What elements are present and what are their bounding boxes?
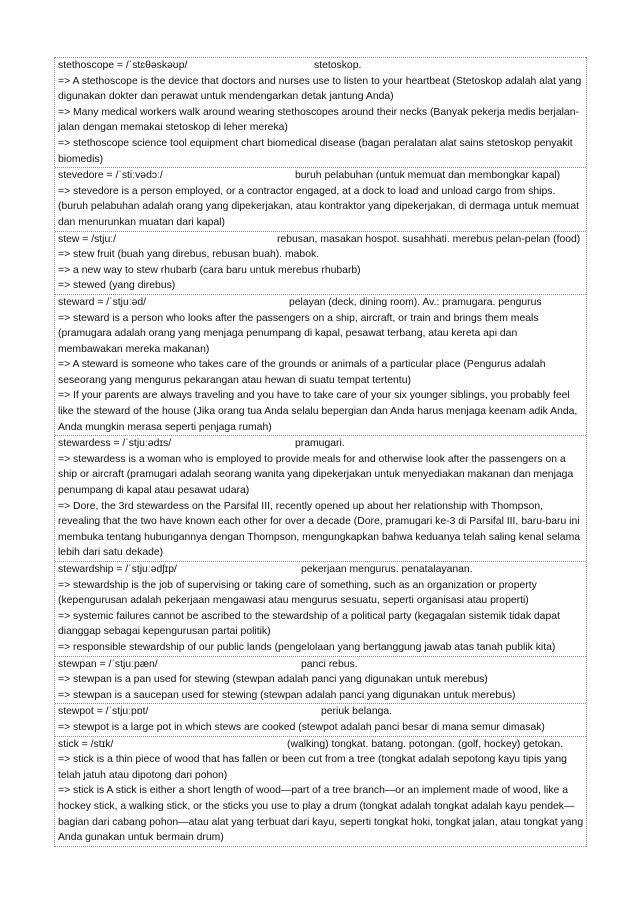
headword: stewardship = /ˈstjuːədʃɪp/ <box>58 564 177 575</box>
entry-headline <box>58 737 584 753</box>
example-sentence: => systemic failures cannot be ascribed to the stewardship of a political party (kegagalan sistemik tidak dapat dianggap sebagai kepengurusan partai politik) <box>58 610 560 638</box>
entry-stew <box>55 231 586 294</box>
entry-stick <box>55 736 586 847</box>
example-sentence: => stewardess is a woman who is employed to provide meals for and otherwise look after the passengers on a ship or aircraft (pramugari adalah seorang wanita yang dipekerjakan untuk menyediakan makanan dan menjaga penumpang di kapal atau pesawat udara) <box>58 453 574 497</box>
entry-stewpan <box>55 656 586 704</box>
example-sentence: => stewpan is a saucepan used for stewing (stewpan adalah panci yang digunakan untuk merebus) <box>58 689 516 701</box>
example-sentence: => responsible stewardship of our public lands (pengelolaan yang bertanggung jawab atas tanah publik kita) <box>58 641 556 653</box>
example-sentence: => stethoscope science tool equipment chart biomedical disease (bagan peralatan alat sains stetoskop penyakit biomedis) <box>58 137 573 165</box>
entry-headline <box>58 232 584 248</box>
headword: stick = /stɪk/ <box>58 738 114 750</box>
example-sentence: => stevedore is a person employed, or a contractor engaged, at a dock to load and unload cargo from ships. (buruh pelabuhan adalah orang yang dipekerjakan, atau kontraktor yang dipekerjakan, di dermaga untuk memuat dan menurunkan muatan dari kapal) <box>58 185 580 228</box>
entry-stewpot <box>55 703 586 735</box>
dictionary-page <box>54 57 587 847</box>
entry-headline <box>58 562 584 578</box>
entry-stethoscope <box>55 57 586 167</box>
translation: rebusan, masakan hospot. susahhati. merebus pelan-pelan (food) <box>277 233 581 245</box>
translation: buruh pelabuhan (untuk memuat dan membongkar kapal) <box>295 170 561 182</box>
entry-headline <box>58 657 584 673</box>
entry-headline <box>58 168 584 184</box>
headword: stew = /stjuː/ <box>58 233 117 245</box>
example-sentence: => stewed (yang direbus) <box>58 280 176 292</box>
translation: periuk belanga. <box>321 706 393 718</box>
example-sentence: => stewpot is a large pot in which stews are cooked (stewpot adalah panci besar di mana semur dimasak) <box>58 721 545 733</box>
example-sentence: => a new way to stew rhubarb (cara baru untuk merebus rhubarb) <box>58 264 361 276</box>
headword: stethoscope = /ˈstɛθəskəʊp/ <box>58 60 188 71</box>
headword: stevedore = /ˈstiːvədɔː/ <box>58 170 163 182</box>
translation: stetoskop. <box>314 60 362 71</box>
example-sentence: => steward is a person who looks after the passengers on a ship, aircraft, or train and brings them meals (pramugara adalah orang yang menjaga penumpang di kapal, pesawat terbang, atau kereta api dan membawakan mereka makanan) <box>58 312 539 355</box>
example-sentence: => Dore, the 3rd stewardess on the Parsifal III, recently opened up about her relationship with Thompson, revealing that the two have known each other for over a decade (Dore, pramugari ke-3 di Parsifal III, baru-baru ini membuka tentang hubungannya dengan Thompson, mengungkapkan bahwa keduanya telah saling kenal selama lebih dari satu dekade) <box>58 500 581 559</box>
translation: (walking) tongkat. batang. potongan. (golf, hockey) getokan. <box>287 738 564 750</box>
translation: pekerjaan mengurus. penatalayanan. <box>301 564 473 575</box>
example-sentence: => A steward is someone who takes care of the grounds or animals of a particular place (Pengurus adalah seseorang yang mengurus pekarangan atau hewan di suatu tempat tertentu) <box>58 359 546 386</box>
example-sentence: => If your parents are always traveling and you have to take care of your six younger siblings, you probably feel like the steward of the house (Jika orang tua Anda selalu bepergian dan Anda harus menjaga keenam adik Anda, Anda mungkin merasa seperti penjaga rumah) <box>58 390 578 433</box>
example-sentence: => A stethoscope is the device that doctors and nurses use to listen to your heartbeat (Stetoskop adalah alat yang digunakan dokter dan perawat untuk mendengarkan detak jantung Anda) <box>58 75 582 103</box>
translation: panci rebus. <box>301 658 358 670</box>
headword: stewpan = /ˈstjuːpæn/ <box>58 658 158 670</box>
entry-stewardess <box>55 435 586 561</box>
example-sentence: => stick is A stick is either a short length of wood—part of a tree branch—or an implement made of wood, like a hockey stick, a walking stick, or the sticks you use to play a drum (tongkat adalah tongkat adalah kayu pendek—bagian dari cabang pohon—atau alat yang terbuat dari kayu, seperti tongkat hoki, tongkat jalan, atau tongkat yang Anda gunakan untuk bermain drum) <box>58 785 584 844</box>
entry-headline <box>58 295 584 311</box>
translation: pramugari. <box>295 438 345 450</box>
example-sentence: => stick is a thin piece of wood that has fallen or been cut from a tree (tongkat adalah sepotong kayu tipis yang telah jatuh atau dipotong dari pohon) <box>58 754 567 781</box>
entry-stewardship <box>55 561 586 656</box>
translation: pelayan (deck, dining room). Av.: pramugara. pengurus <box>289 296 542 308</box>
example-sentence: => stewpan is a pan used for stewing (stewpan adalah panci yang digunakan untuk merebus) <box>58 674 488 686</box>
entry-headline <box>58 436 584 452</box>
entry-steward <box>55 294 586 435</box>
example-sentence: => stewardship is the job of supervising or taking care of something, such as an organization or property (kepengurusan adalah pekerjaan mengawasi atau mengurus sesuatu, seperti organisasi atau properti) <box>58 579 537 607</box>
headword: stewardess = /ˈstjuːədɪs/ <box>58 438 172 450</box>
entry-headline <box>58 704 584 720</box>
headword: steward = /ˈstjuːəd/ <box>58 296 147 308</box>
entry-headline <box>58 58 584 74</box>
example-sentence: => stew fruit (buah yang direbus, rebusan buah). mabok. <box>58 249 320 261</box>
entry-stevedore <box>55 167 586 230</box>
example-sentence: => Many medical workers walk around wearing stethoscopes around their necks (Banyak pekerja medis berjalan-jalan dengan memakai stetoskop di leher mereka) <box>58 106 579 134</box>
headword: stewpot = /ˈstjuːpɒt/ <box>58 706 149 718</box>
